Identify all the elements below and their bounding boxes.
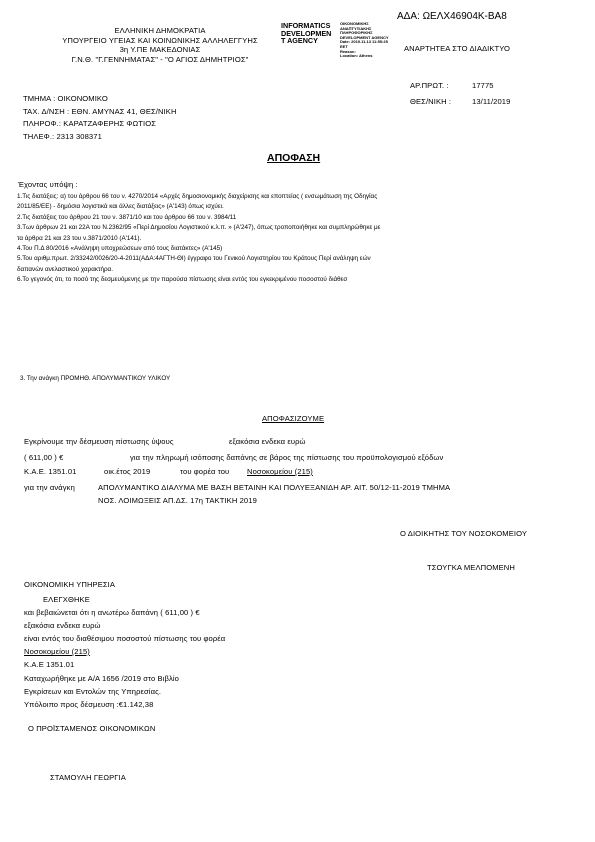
document-date: 13/11/2019 xyxy=(472,97,511,106)
consideration-line: 2.Τις διατάξεις του άρθρου 21 του ν. 3871/10 και του άρθρου 66 του ν. 3984/11 xyxy=(17,213,237,221)
protocol-number: 17775 xyxy=(472,81,494,90)
digital-signature-stamp xyxy=(281,22,331,45)
sender-block xyxy=(23,93,177,144)
book-text: Εγκρίσεων και Εντολών της Υπηρεσίας. xyxy=(24,687,162,696)
org-line: ΕΛΛΗΝΙΚΗ ΔΗΜΟΚΡΑΤΙΑ xyxy=(114,26,206,35)
organization-header xyxy=(40,26,280,64)
body-prefix: του φορέα του xyxy=(180,467,230,476)
remaining-balance: Υπόλοιπο προς δέσμευση :€1.142,38 xyxy=(24,700,154,709)
considerations-list xyxy=(17,192,381,286)
signature-details: ΟΙΚΟΝΟΜΙΚΗΣ ΑΝΑΠΤΥΞΙΑΚΗΣ ΠΛΗΡΟΦΟΡΙΚΗΣ DEVELOPMENT AGENCY Date: 2019.11.13 11:55:25 EET Reason: Location: Athens xyxy=(340,21,389,59)
sender-line: ΠΛΗΡΟΦ.: ΚΑΡΑΤΖΑΦΕΡΗΣ ΦΩΤΙΟΣ xyxy=(23,119,157,129)
considering-label: Έχοντας υπόψη : xyxy=(18,180,78,189)
date-label: ΘΕΣ/ΝΙΚΗ : xyxy=(410,97,452,106)
fiscal-year: οικ.έτος 2019 xyxy=(104,467,151,476)
finance-kae: Κ.Α.Ε 1351.01 xyxy=(24,660,75,669)
ada-code: ΑΔΑ: ΩΕΛΧ46904Κ-ΒΑ8 xyxy=(397,11,507,22)
sender-line: ΤΑΧ. Δ/ΝΣΗ : ΕΘΝ. ΑΜΥΝΑΣ 41, ΘΕΣ/ΝΙΚΗ xyxy=(23,106,177,116)
org-line: Γ.Ν.Θ. "Γ.ΓΕΝΝΗΜΑΤΑΣ" - "Ο ΑΓΙΟΣ ΔΗΜΗΤΡΙΟΣ" xyxy=(71,54,249,64)
consideration-line: 1.Τις διατάξεις: α) του άρθρου 66 του ν. 4270/2014 «Αρχές δημοσιονομικής διαχείρισης και εποπτείας ( ενσωμάτωση της Οδηγίας xyxy=(17,193,378,200)
protocol-label: ΑΡ.ΠΡΩΤ. : xyxy=(410,81,449,90)
decide-heading: ΑΠΟΦΑΣΙΖΟΥΜΕ xyxy=(262,414,325,423)
finance-body-name: Νοσοκομείου (215) xyxy=(24,647,90,656)
sender-line: ΤΗΛΕΦ.: 2313 308371 xyxy=(23,132,102,142)
body-name: Νοσοκομείου (215) xyxy=(247,467,313,476)
signature-agency-name: INFORMATICS DEVELOPMEN T AGENCY xyxy=(281,21,332,46)
org-line: 3η Υ.ΠΕ ΜΑΚΕΔΟΝΙΑΣ xyxy=(119,45,201,55)
approve-text: Εγκρίνουμε την δέσμευση πίστωσης ύψους xyxy=(24,437,174,446)
head-finance-title: Ο ΠΡΟΪΣΤΑΜΕΝΟΣ ΟΙΚΟΝΟΜΙΚΩΝ xyxy=(28,724,156,733)
amount-words: εξακόσια ενδεκα ευρώ xyxy=(229,437,306,446)
consideration-line: 6.Το γεγονός ότι, το ποσό της δεσμευόμενης με την παρούσα πίστωσης είναι εντός του εγκεκριμένου ποσοστού διάθεσ xyxy=(17,276,348,284)
need-description: ΑΠΟΛΥΜΑΝΤΙΚΟ ΔΙΑΛΥΜΑ ΜΕ ΒΑΣΗ ΒΕΤΑΙΝΗ ΚΑΙ ΠΟΛΥΕΞΑΝΙΔΗ ΑΡ. ΑΙΤ. 50/12-11-2019 ΤΜΗΜΑ xyxy=(98,483,451,492)
confirm-text: και βεβαιώνεται ότι η ανωτέρω δαπάνη ( 611,00 ) € xyxy=(24,608,200,617)
payment-text: για την πληρωμή ισόποσης δαπάνης σε βάρος της πίστωσης του προϋπολογισμού εξόδων xyxy=(130,453,444,462)
org-line: ΥΠΟΥΡΓΕΙΟ ΥΓΕΙΑΣ ΚΑΙ ΚΟΙΝΩΝΙΚΗΣ ΑΛΛΗΛΕΓΓΥΗΣ xyxy=(62,35,258,45)
consideration-line: 5.Του αριθμ.πρωτ. 2/33242/0026/20-4-2011(ΑΔΑ:4ΑΓΤΗ-ΘΙ) έγγραφο του Γενικού Λογιστηρίου του Κράτους Περί ανάληψη εών xyxy=(17,255,371,263)
finance-service: ΟΙΚΟΝΟΜΙΚΗ ΥΠΗΡΕΣΙΑ xyxy=(24,580,116,589)
head-finance-name: ΣΤΑΜΟΥΛΗ ΓΕΩΡΓΙΑ xyxy=(50,773,126,782)
consideration-line: δαπανών ανελαστικού χαρακτήρα. xyxy=(17,265,113,273)
director-title: Ο ΔΙΟΙΚΗΤΗΣ ΤΟΥ ΝΟΣΟΚΟΜΕΙΟΥ xyxy=(400,529,527,538)
sender-line: ΤΜΗΜΑ : ΟΙΚΟΝΟΜΙΚΟ xyxy=(23,94,108,103)
consideration-line: 3.Των άρθρων 21 και 22Α του Ν.2362/95 «Περί Δημοσίου Λογιστικού κ.λ.π. » (Α'247), όπως τροποποιήθηκε και συμπληρώθηκε με xyxy=(17,224,381,232)
kae-code: Κ.Α.Ε. 1351.01 xyxy=(24,467,77,476)
checked-label: ΕΛΕΓΧΘΗΚΕ xyxy=(43,595,90,604)
need-line: 3. Την ανάγκη ΠΡΟΜΗΘ. ΑΠΟΛΥΜΑΝΤΙΚΟΥ ΥΛΙΚΟΥ xyxy=(20,375,171,382)
need-label: για την ανάγκη xyxy=(24,483,75,492)
finance-amount-words: εξακόσια ενδεκα ευρώ xyxy=(24,621,101,630)
within-text: είναι εντός του διαθέσιμου ποσοστού πίστωσης του φορέα xyxy=(24,634,226,643)
amount-value: ( 611,00 ) € xyxy=(24,453,64,462)
consideration-line: 4.Του Π.Δ 80/2016 «Ανάληψη υποχρεώσεων από τους διατάκτες» (Α'145) xyxy=(17,245,223,253)
document-title: ΑΠΟΦΑΣΗ xyxy=(267,152,321,164)
consideration-line: 2011/85/ΕΕ) - δημόσια λογιστικά και άλλες διατάξεις» (Α'143) όπως ισχύει. xyxy=(17,203,224,211)
consideration-line: τα άρθρα 21 και 23 του ν.3871/2010 (Α'141). xyxy=(17,234,142,242)
director-name: ΤΣΟΥΓΚΑ ΜΕΛΠΟΜΕΝΗ xyxy=(427,563,515,572)
registered-text: Καταχωρήθηκε με Α/Α 1656 /2019 στο Βιβλίο xyxy=(24,674,179,683)
need-description-cont: ΝΟΣ. ΛΟΙΜΩΞΕΙΣ ΑΠ.ΔΣ. 17η ΤΑΚΤΙΚΗ 2019 xyxy=(98,496,257,505)
posting-note: ΑΝΑΡΤΗΤΕΑ ΣΤΟ ΔΙΑΔΙΚΤΥΟ xyxy=(404,44,511,53)
